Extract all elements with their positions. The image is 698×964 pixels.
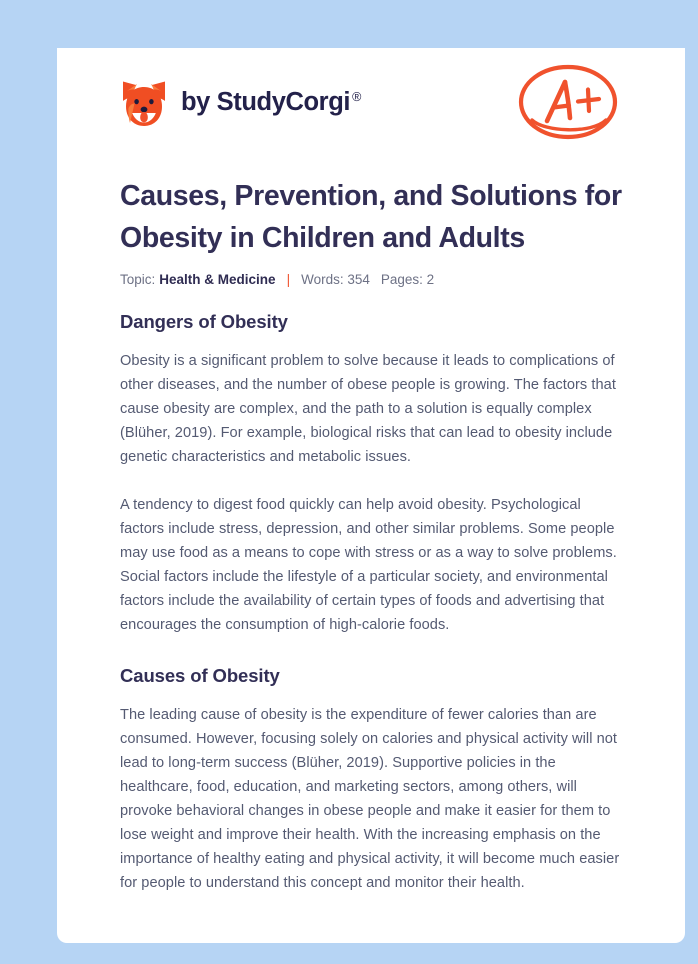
registered-trademark-icon: ® [352,89,361,104]
document-body [120,287,622,895]
document-meta [120,272,622,287]
meta-separator: | [286,272,291,287]
section-paragraph: The leading cause of obesity is the expenditure of fewer calories than are consumed. However, focusing solely on calories and physical activity will not lead to long-term success (Blüher, 2019). Supportive policies in the healthcare, food, education, and marketing sectors, among others, will provoke behavioral changes in obese people and make it easier for them to lose weight and improve their health. With the increasing emphasis on the importance of healthy eating and physical activity, it will become much easier for people to understand this concept and monitor their health. [120,707,620,891]
section-paragraph: Obesity is a significant problem to solve because it leads to complications of other diseases, and the number of obese people is growing. The factors that cause obesity are complex, and the path to a solution is equally complex (Blüher, 2019). For example, biological risks that can lead to obesity include genetic characteristics and metabolic issues. [120,353,616,465]
section-heading-causes: Causes of Obesity [120,665,280,686]
page-title: Causes, Prevention, and Solutions for Obesity in Children and Adults [120,180,622,254]
meta-word-count: Words: 354 [301,272,370,287]
meta-topic-label: Topic: [120,272,156,287]
brand-name-text: by StudyCorgi [181,87,351,116]
meta-topic-value[interactable]: Health & Medicine [159,272,276,287]
a-plus-circle-icon [514,60,622,146]
section-heading-dangers: Dangers of Obesity [120,311,288,332]
document-header [120,48,622,157]
document-page [57,48,685,943]
corgi-face-icon [120,78,168,128]
section-paragraph: A tendency to digest food quickly can help avoid obesity. Psychological factors include stress, depression, and other similar problems. Some people may use food as a means to cope with stress or as a way to solve problems. Social factors include the lifestyle of a particular society, and environmental factors include the availability of certain types of foods and advertising that encourages the consumption of high-calorie foods. [120,497,617,633]
brand-wordmark [181,87,361,116]
meta-page-count: Pages: 2 [380,272,435,287]
studycorgi-brand[interactable] [120,78,361,128]
